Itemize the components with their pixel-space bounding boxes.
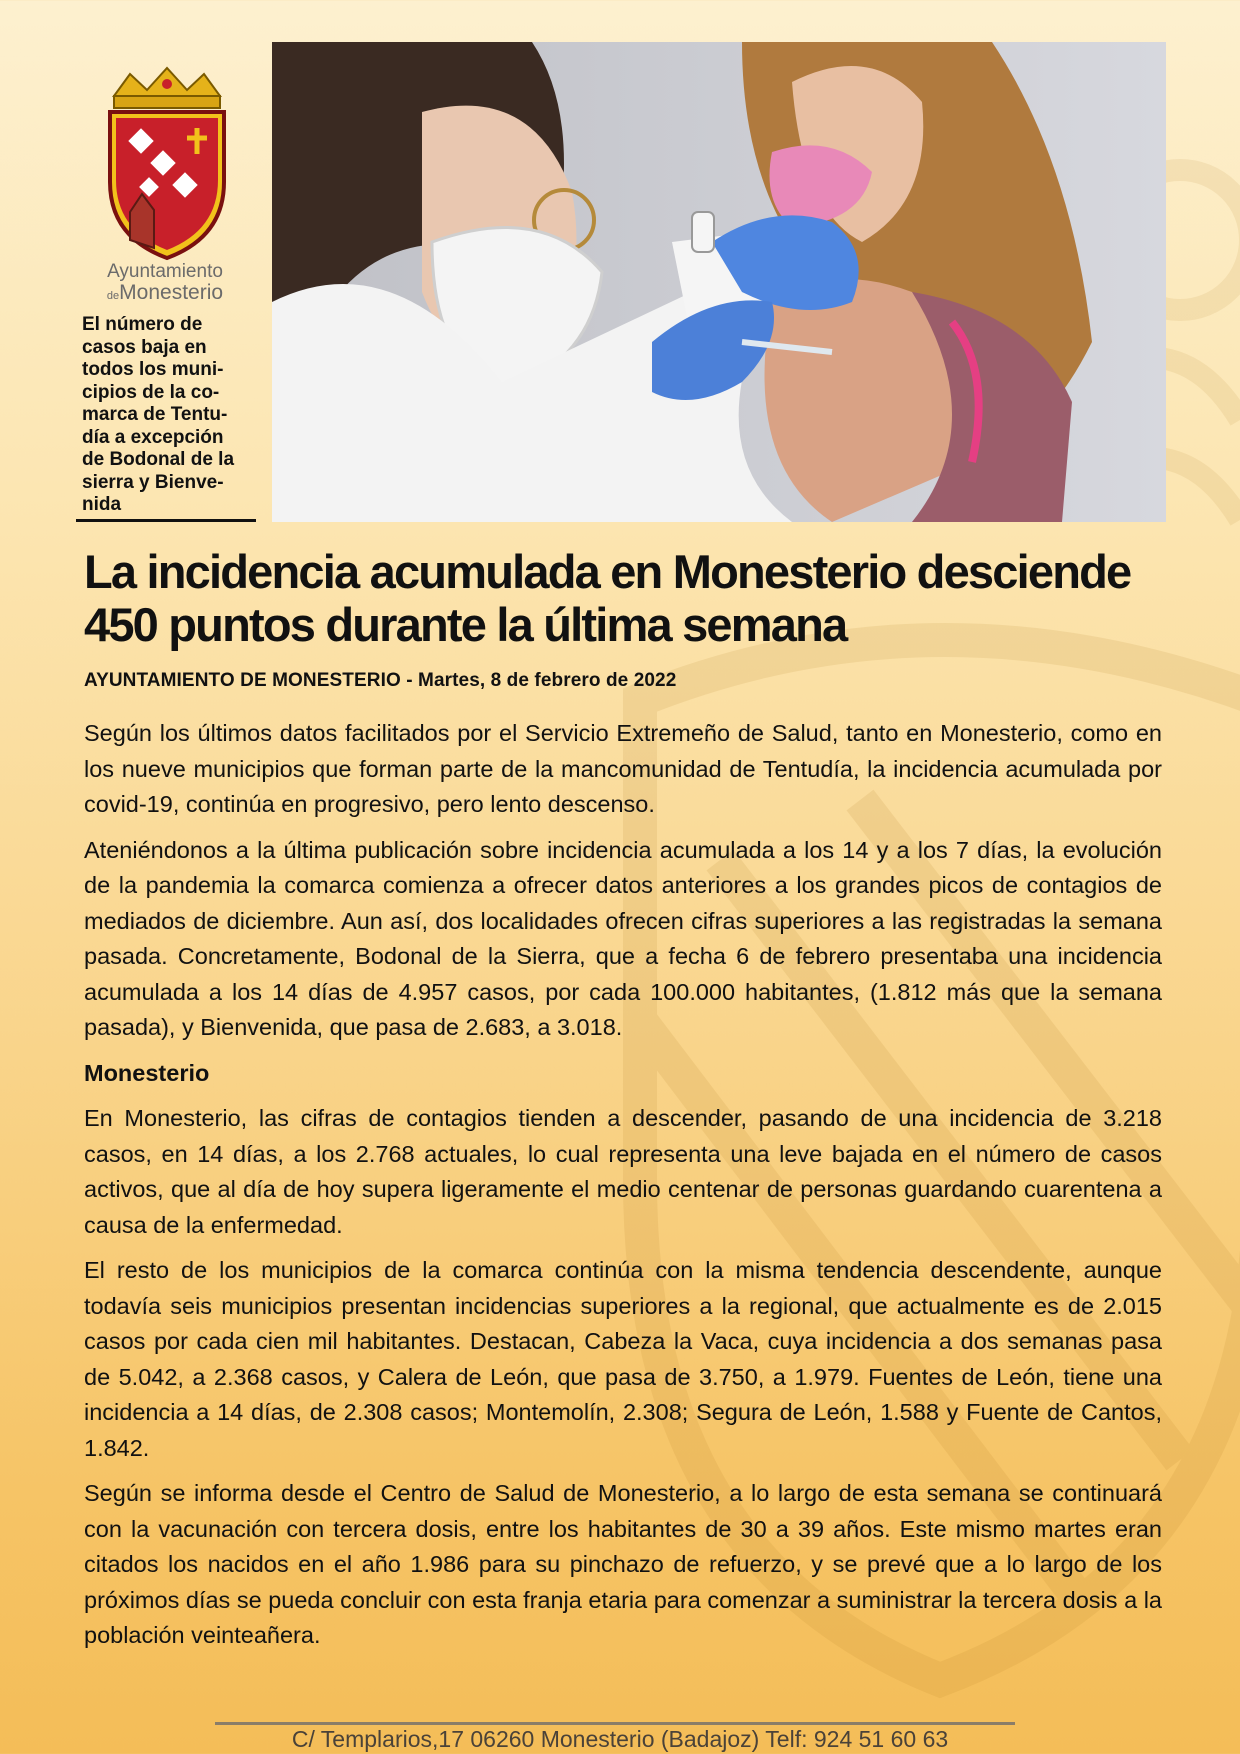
- article-paragraph: Ateniéndonos a la última publicación sobre incidencia acumulada a los 14 y a los 7 días, la evolución de la pandemia la comarca comienza a ofrecer datos anteriores a los grandes picos de contagios de mediados de diciembre. Aun así, dos localidades ofrecen cifras superiores a las registradas la semana pasada. Concretamente, Bodonal de la Sierra, que a fecha 6 de febrero presentaba una incidencia acumulada a los 14 días de 4.957 casos, por cada 100.000 habitantes, (1.812 más que la semana pasada), y Bienvenida, que pasa de 2.683, a 3.018.: [84, 836, 1162, 1040]
- logo-line-monesterio: deMonesterio: [106, 281, 224, 304]
- logo-line-ayuntamiento: Ayuntamiento: [107, 261, 223, 282]
- town-logo-text: [80, 262, 250, 303]
- town-crest-icon: [92, 62, 242, 262]
- vaccination-photo: [272, 42, 1166, 522]
- article-paragraph: Según se informa desde el Centro de Salud de Monesterio, a lo largo de esta semana se continuará con la vacunación con tercera dosis, entre los habitantes de 30 a 39 años. Este mismo martes eran citados los nacidos en el año 1.986 para su pinchazo de refuerzo, y se prevé que a lo largo de los próximos días se pueda concluir con esta franja etaria para comenzar a suministrar la tercera dosis a la población veinteañera.: [84, 1480, 1162, 1648]
- article-summary: El número de casos baja en todos los muni- cipios de la co- marca de Tentu- día a excepción de Bodonal de la sierra y Bienve- nida: [82, 314, 235, 515]
- footer-divider: [215, 1722, 1015, 1725]
- article-paragraph: El resto de los municipios de la comarca continúa con la misma tendencia descendente, aunque todavía seis municipios presentan incidencias superiores a la regional, que actualmente es de 2.015 casos por cada cien mil habitantes. Destacan, Cabeza la Vaca, cuya incidencia a dos semanas pasa de 5.042, a 2.368 casos, y Calera de León, que pasa de 3.750, a 1.979. Fuentes de León, tiene una incidencia a 14 días, de 2.308 casos; Montemolín, 2.308; Segura de León, 1.588 y Fuente de Cantos, 1.842.: [84, 1257, 1162, 1461]
- footer-address: C/ Templarios,17 06260 Monesterio (Badajoz) Telf: 924 51 60 63: [291, 1726, 949, 1752]
- summary-divider: [76, 519, 256, 522]
- article-paragraph: En Monesterio, las cifras de contagios tienden a descender, pasando de una incidencia de 3.218 casos, en 14 días, a los 2.768 actuales, lo cual representa una leve bajada en el número de casos activos, que al día de hoy supera ligeramente el medio centenar de personas guardando cuarentena a causa de la enfermedad.: [84, 1105, 1162, 1238]
- article-subheading: Monesterio: [84, 1059, 210, 1086]
- article-body: [84, 716, 1162, 1664]
- article-headline: La incidencia acumulada en Monesterio desciende 450 puntos durante la última semana: [84, 545, 1131, 651]
- article-paragraph: Según los últimos datos facilitados por el Servicio Extremeño de Salud, tanto en Monesterio, como en los nueve municipios que forman parte de la mancomunidad de Tentudía, la incidencia acumulada por covid-19, continúa en progresivo, pero lento descenso.: [84, 720, 1162, 817]
- article-byline: AYUNTAMIENTO DE MONESTERIO - Martes, 8 de febrero de 2022: [84, 670, 677, 691]
- vaccination-photo-icon: [272, 42, 1166, 522]
